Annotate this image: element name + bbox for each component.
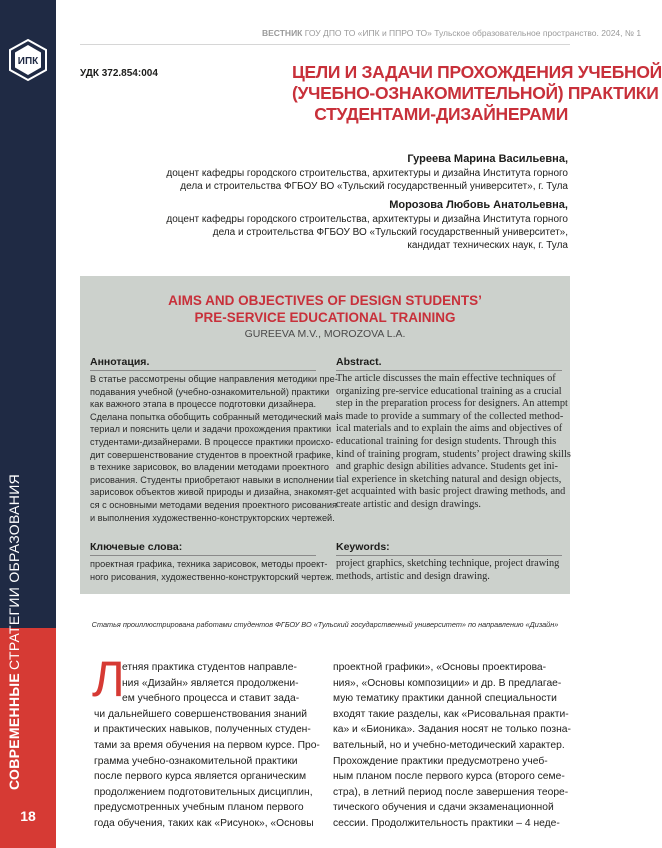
abstract-line: educational training for design students. Through this — [336, 435, 557, 447]
annotation-line: ся с основными методами ведения проектного рисования — [90, 499, 337, 510]
article-title — [292, 62, 662, 125]
author-block-1 — [166, 152, 568, 193]
english-authors: GUREEVA M.V., MOROZOVA L.A. — [244, 328, 406, 340]
annotation-line: и выполнения художественно-конструкторских чертежей. — [90, 512, 335, 523]
abstract-line: kind of training program, students’ project drawing skills — [336, 448, 571, 460]
author-affiliation-line: дела и строительства ФГБОУ ВО «Тульский государственный университет», г. Тула — [180, 181, 568, 192]
header-journal-bold: ВЕСТНИК — [262, 28, 303, 38]
body-line: продолжением подготовительных дисциплин, — [94, 786, 313, 798]
body-line: ка» и «Бионика». Задания носят не только познa- — [333, 724, 571, 736]
vertical-title-rest: СТРАТЕГИИ ОБРАЗОВАНИЯ — [6, 474, 22, 670]
abstract-line: create artistic and design drawings. — [336, 498, 481, 510]
body-line: ем учебного процесса и ставит зада- — [122, 693, 300, 705]
abstract-line: organizing pre-service educational training as a crucial — [336, 385, 562, 397]
vertical-title-bold: СОВРЕМЕННЫЕ — [6, 672, 22, 790]
author-name: Гуреева Марина Васильевна, — [407, 153, 568, 165]
body-line: чи дальнейшего совершенствования знаний — [94, 708, 308, 720]
keywords-ru-heading: Ключевые слова: — [90, 541, 183, 553]
journal-vertical-title — [6, 474, 24, 790]
annotation-line: подавания учебной (учебно-ознакомительной) практики — [90, 386, 330, 397]
author-block-2 — [166, 198, 568, 252]
body-line: тами за время обучения на первом курсе. Про- — [94, 739, 320, 751]
abstract-line: step in the preparation process for designers. An attempt — [336, 398, 568, 410]
annotation-line: В статье рассмотрены общие направления методики пре- — [90, 374, 338, 384]
body-line: грамма учебно-ознакомительной практики — [94, 755, 298, 767]
abstract-line: get acquainted with basic project drawing methods, and — [336, 486, 566, 498]
body-line: сессии. Продолжительность практики – 4 неде- — [333, 817, 560, 829]
abstract-section — [336, 356, 571, 512]
body-line: года обучения, таких как «Рисунок», «Основы — [94, 817, 314, 829]
body-line: ным планом после первого курса (второго семе- — [333, 771, 565, 783]
english-title-line: PRE-SERVICE EDUCATIONAL TRAINING — [194, 310, 456, 325]
body-line: проектной графики», «Основы проектирова- — [333, 662, 547, 673]
author-affiliation-line: доцент кафедры городского строительства, архитектуры и дизайна Института горного — [166, 168, 568, 179]
abstract-line: ical materials and to explain the aims and objectives of — [336, 423, 563, 435]
title-line: ЦЕЛИ И ЗАДАЧИ ПРОХОЖДЕНИЯ УЧЕБНОЙ — [292, 62, 662, 82]
annotation-line: студентами-дизайнерами. В процессе практики происхо- — [90, 436, 334, 447]
body-line: етняя практика студентов направле- — [122, 662, 297, 673]
heading-underline — [90, 555, 316, 556]
body-line: ния», «Основы композиции» и др. В предлагае- — [333, 677, 562, 689]
annotation-line: териал и пояснить цели и задачи прохождения практики — [90, 424, 332, 435]
abstract-heading: Abstract. — [336, 356, 382, 368]
illustration-caption: Статья проиллюстрирована работами студентов ФГБОУ ВО «Тульский государственный университет» по направлению «Дизайн» — [91, 620, 559, 629]
keywords-en-heading: Keywords: — [336, 541, 390, 553]
institute-logo — [8, 38, 48, 82]
annotation-line: как важного этапа в процессе подготовки дизайнера. — [90, 399, 317, 410]
body-line: вательный, но и учебно-методический характер. — [333, 739, 565, 751]
logo-text: ИПК — [17, 56, 39, 67]
body-line: после первого курса является органическим — [94, 771, 307, 783]
author-affiliation-line: доцент кафедры городского строительства, архитектуры и дизайна Института горного — [166, 214, 568, 225]
body-line: и практических навыков, полученных студен- — [94, 724, 311, 736]
abstract-line: and graphic design abilities advance. Students get ini- — [336, 461, 558, 473]
keywords-ru-line: ного рисования, художественно-конструкторский чертеж. — [90, 571, 334, 582]
keywords-en-section — [336, 541, 568, 583]
annotation-section — [90, 356, 339, 524]
keywords-en-line: project graphics, sketching technique, project drawing — [336, 558, 560, 569]
title-line: (УЧЕБНО-ОЗНАКОМИТЕЛЬНОЙ) ПРАКТИКИ — [292, 83, 659, 103]
drop-cap: Л — [92, 651, 125, 707]
header-divider — [80, 44, 570, 45]
heading-underline — [336, 370, 562, 371]
body-line: входят такие разделы, как «Рисовальная практи- — [333, 708, 569, 720]
body-line: стра), в летний период после завершения теоре- — [333, 786, 569, 798]
abstract-line: is made to provide a summary of the collected method- — [336, 410, 564, 422]
body-line: мую тематику практики данной специальности — [333, 693, 557, 705]
udk-code: УДК 372.854:004 — [80, 68, 158, 79]
body-column-left — [94, 660, 322, 832]
heading-underline — [90, 370, 316, 371]
keywords-ru-section — [90, 541, 334, 583]
annotation-line: Сделана попытка обобщить собранный методический ма- — [90, 411, 339, 422]
annotation-line: дит совершенствование студентов в проектной графике, — [90, 449, 334, 460]
author-affiliation-line: кандидат технических наук, г. Тула — [407, 240, 568, 251]
annotation-line: в технике зарисовок, во владении методами проектного — [90, 462, 330, 473]
annotation-heading: Аннотация. — [90, 356, 150, 368]
author-name: Морозова Любовь Анатольевна, — [389, 199, 568, 211]
running-header — [262, 28, 642, 38]
annotation-line: зарисовок объектов живой природы и дизайна, знакомят- — [90, 487, 337, 498]
abstract-line: tial experience in sketching natural and design objects, — [336, 473, 562, 485]
keywords-ru-line: проектная графика, техника зарисовок, методы проект- — [90, 559, 328, 569]
english-title-line: AIMS AND OBJECTIVES OF DESIGN STUDENTS’ — [168, 293, 482, 308]
heading-underline — [336, 555, 562, 556]
body-column-right — [333, 660, 571, 832]
english-title — [80, 292, 570, 326]
keywords-en-line: methods, artistic and design drawing. — [336, 570, 490, 582]
body-line: тического обучения и сдачи экзаменационной — [333, 802, 554, 814]
body-line: ния «Дизайн» является продолжени- — [122, 677, 299, 689]
title-line: СТУДЕНТАМИ-ДИЗАЙНЕРАМИ — [314, 104, 568, 124]
header-journal-rest: ГОУ ДПО ТО «ИПК и ППРО ТО» Тульское образовательное пространство. 2024, № 1 — [304, 28, 642, 38]
annotation-line: рисования. Студенты приобретают навыки в исполнении — [90, 474, 334, 485]
abstract-line: The article discusses the main effective techniques of — [336, 373, 556, 384]
body-line: Прохождение практики предусмотрено учеб- — [333, 755, 548, 767]
page-number: 18 — [20, 808, 36, 824]
body-line: предусмотренных учебным планом первого — [94, 802, 304, 814]
author-affiliation-line: дела и строительства ФГБОУ ВО «Тульский государственный университет», — [212, 227, 568, 238]
